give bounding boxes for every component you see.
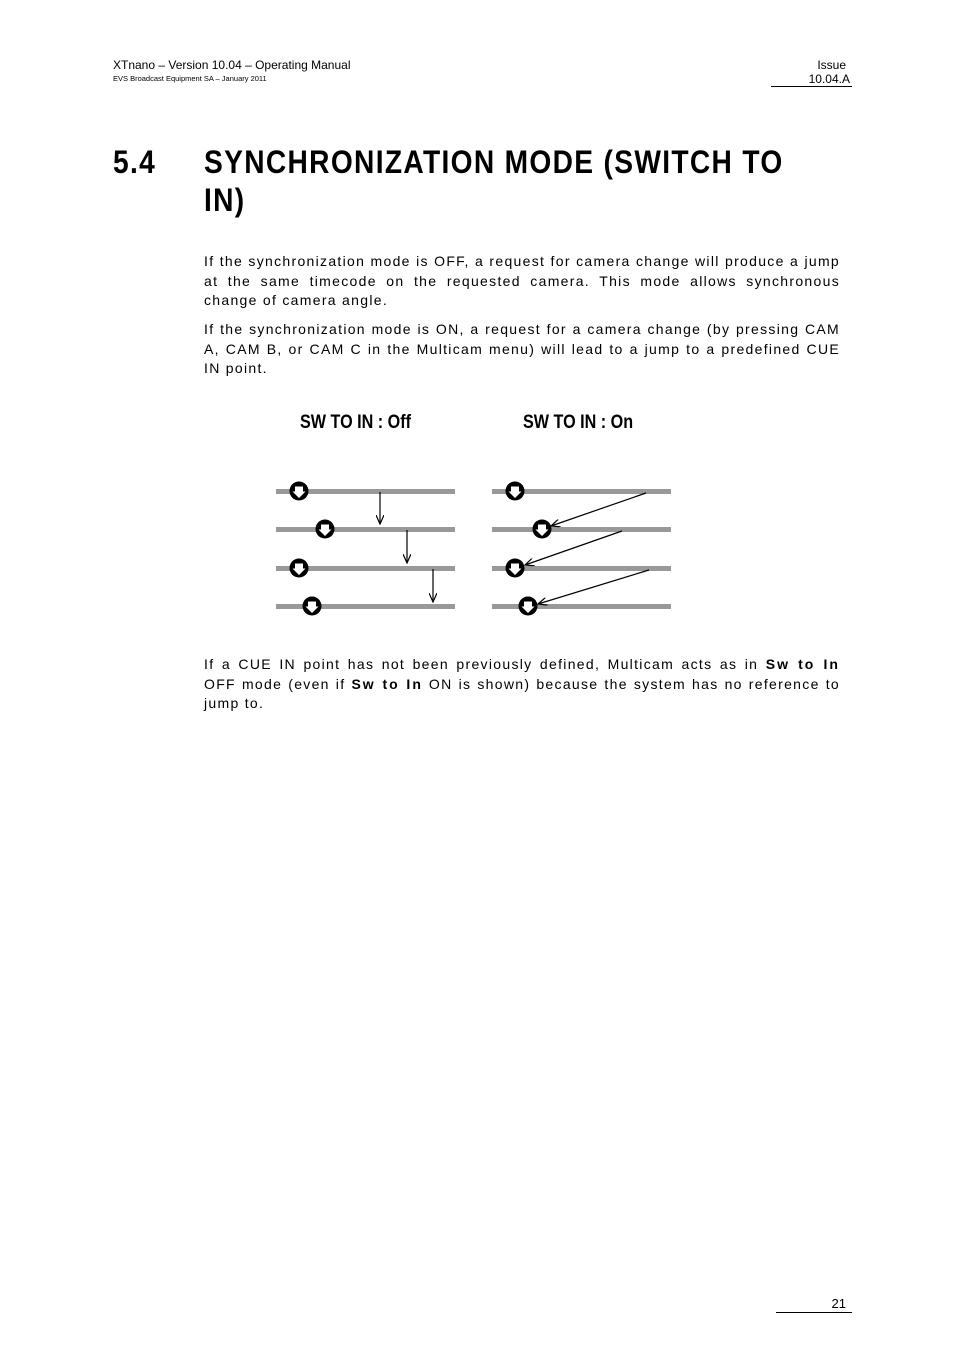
- figure-label-on: SW TO IN : On: [523, 412, 634, 433]
- paragraph-sync-on: If the synchronization mode is ON, a request for a camera change (by pressing CAM A, CAM B, or CAM C in the Multicam menu) will lead to a jump to a predefined CUE IN point.: [204, 321, 840, 376]
- page-number: 21: [776, 1296, 852, 1313]
- cue-in-marker-icon: [506, 482, 525, 501]
- jump-arrow: [551, 493, 646, 526]
- cue-in-marker-icon: [533, 520, 552, 539]
- issue-version: 10.04.A: [771, 72, 852, 87]
- section-title: SYNCHRONIZATION MODE (SWITCH TO IN): [204, 144, 784, 218]
- text-run: If a CUE IN point has not been previously defined, Multicam acts as in: [204, 656, 766, 672]
- manual-title: XTnano – Version 10.04 – Operating Manual: [113, 58, 351, 72]
- issue-block: [771, 58, 852, 87]
- cue-in-marker-icon: [519, 597, 538, 616]
- running-header: [113, 58, 351, 84]
- cue-in-marker-icon: [303, 597, 322, 616]
- cue-in-marker-icon: [506, 559, 525, 578]
- paragraph-no-cue-in: [204, 655, 840, 714]
- cue-in-marker-icon: [290, 559, 309, 578]
- paragraph-sync-off: If the synchronization mode is OFF, a request for camera change will produce a jump at the same timecode on the requested camera. This mode allows synchronous change of camera angle.: [204, 253, 840, 308]
- on-timelines: [492, 482, 671, 616]
- switch-to-in-diagram: [270, 476, 680, 621]
- emphasis-sw-to-in: Sw to In: [351, 675, 423, 692]
- cue-in-marker-icon: [290, 482, 309, 501]
- off-timelines: [276, 482, 455, 616]
- publisher-line: EVS Broadcast Equipment SA – January 2011: [113, 74, 267, 83]
- figure-label-off: SW TO IN : Off: [300, 412, 411, 433]
- cue-in-marker-icon: [316, 520, 335, 539]
- jump-arrow: [538, 570, 649, 604]
- text-run: OFF mode (even if: [204, 675, 352, 692]
- emphasis-sw-to-in: Sw to In: [765, 656, 840, 672]
- text-run: ON is shown) because the system has no reference to jump to.: [204, 675, 840, 711]
- timeline-b-on: [492, 527, 671, 532]
- section-number: 5.4: [113, 144, 157, 180]
- timeline-b-off: [276, 527, 455, 532]
- issue-label: Issue: [817, 58, 846, 72]
- page-footer: [776, 1296, 852, 1313]
